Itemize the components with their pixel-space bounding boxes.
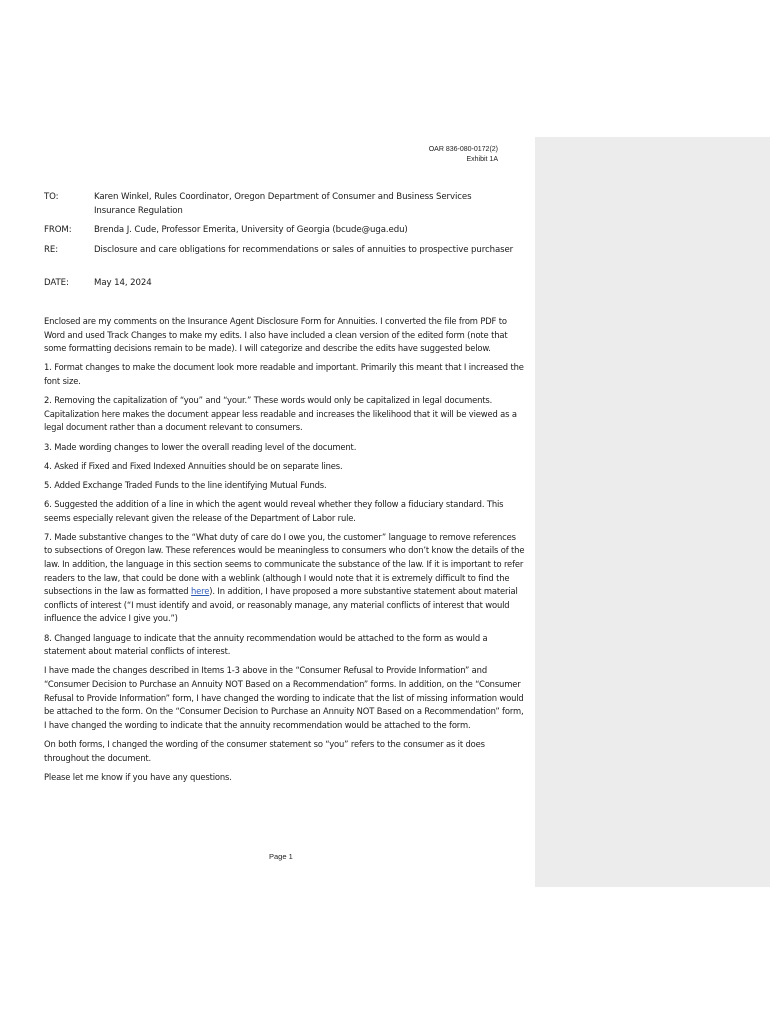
- memo-re-label: RE:: [44, 245, 58, 255]
- memo-from-value: Brenda J. Cude, Professor Emerita, University of Georgia (bcude@uga.edu): [94, 225, 408, 235]
- forms-paragraph: I have made the changes described in Items 1-3 above in the “Consumer Refusal to Provide Information” and “Consumer Decision to Purchase an Annuity NOT Based on a Recommendation” forms. In addition, on the “Consumer Refusal to Provide Information” form, I have changed the wording to indicate that the list of missing information would be attached to the form. On the “Consumer Decision to Purchase an Annuity NOT Based on a Recommendation” form, I have changed the wording to indicate that the annuity recommendation would be attached to the form.: [44, 665, 524, 730]
- edit-item-7-text-b: ). In addition, I have proposed a more substantive statement about material conflicts of interest (“I must identify and avoid, or reasonably manage, any material conflicts of interest that would influence the advice I give you.”): [44, 586, 518, 624]
- comment-pane: [535, 137, 770, 887]
- header-ref-line-1: OAR 836-080-0172(2): [428, 146, 498, 153]
- memo-re: [44, 243, 514, 271]
- both-forms-paragraph: On both forms, I changed the wording of the consumer statement so “you” refers to the consumer as it does throughout the document.: [44, 738, 485, 763]
- law-weblink[interactable]: here: [190, 586, 210, 597]
- memo-to-value: Karen Winkel, Rules Coordinator, Oregon Department of Consumer and Business Services Insurance Regulation: [94, 192, 472, 216]
- edit-item-4: 4. Asked if Fixed and Fixed Indexed Annuities should be on separate lines.: [44, 460, 343, 471]
- memo-to: [44, 190, 514, 218]
- memo-from: [44, 223, 514, 237]
- memo-re-value: Disclosure and care obligations for recommendations or sales of annuities to prospective purchaser: [94, 245, 514, 255]
- header-reference: [429, 145, 498, 165]
- memo-date: [44, 276, 514, 290]
- memo-from-label: FROM:: [44, 225, 72, 235]
- edit-item-1: 1. Format changes to make the document look more readable and important. Primarily this meant that I increased the font size.: [44, 362, 524, 386]
- edit-item-2: 2. Removing the capitalization of “you” and “your.” These words would only be capitalized in legal documents. Capitalization here makes the document appear less readable and increases the likelihood that it will be viewed as a legal document rather than a document relevant to consumers.: [44, 395, 517, 433]
- edit-item-6: 6. Suggested the addition of a line in which the agent would reveal whether they follow a fiduciary standard. This seems especially relevant given the release of the Department of Labor rule.: [44, 499, 504, 523]
- edit-item-5: 5. Added Exchange Traded Funds to the line identifying Mutual Funds.: [44, 479, 327, 490]
- edit-item-7-text-a: 7. Made substantive changes to the “What duty of care do I owe you, the customer” language to remove references to subsections of Oregon law. These references would be meaningless to consumers who don’t know the details of the law. In addition, the language in this section seems to communicate the substance of the law. If it is important to refer readers to the law, that could be done with a weblink (although I would note that it is extremely difficult to find the subsections in the law as formatted: [44, 531, 525, 597]
- closing-paragraph: Please let me know if you have any questions.: [44, 771, 232, 782]
- memo-date-value: May 14, 2024: [94, 278, 152, 288]
- intro-paragraph: Enclosed are my comments on the Insurance Agent Disclosure Form for Annuities. I converted the file from PDF to Word and used Track Changes to make my edits. I also have included a clean version of the edited form (note that some formatting decisions remain to be made). I will categorize and describe the edits have suggested below.: [44, 316, 508, 354]
- header-ref-line-2: Exhibit 1A: [466, 156, 498, 163]
- memo-to-label: TO:: [44, 192, 59, 202]
- memo-date-label: DATE:: [44, 278, 69, 288]
- page-number: Page 1: [269, 852, 293, 861]
- letter-body: [44, 315, 526, 790]
- edit-item-3: 3. Made wording changes to lower the overall reading level of the document.: [44, 441, 357, 452]
- edit-item-7: [44, 531, 526, 626]
- edit-item-8: 8. Changed language to indicate that the annuity recommendation would be attached to the form as would a statement about material conflicts of interest.: [44, 632, 488, 657]
